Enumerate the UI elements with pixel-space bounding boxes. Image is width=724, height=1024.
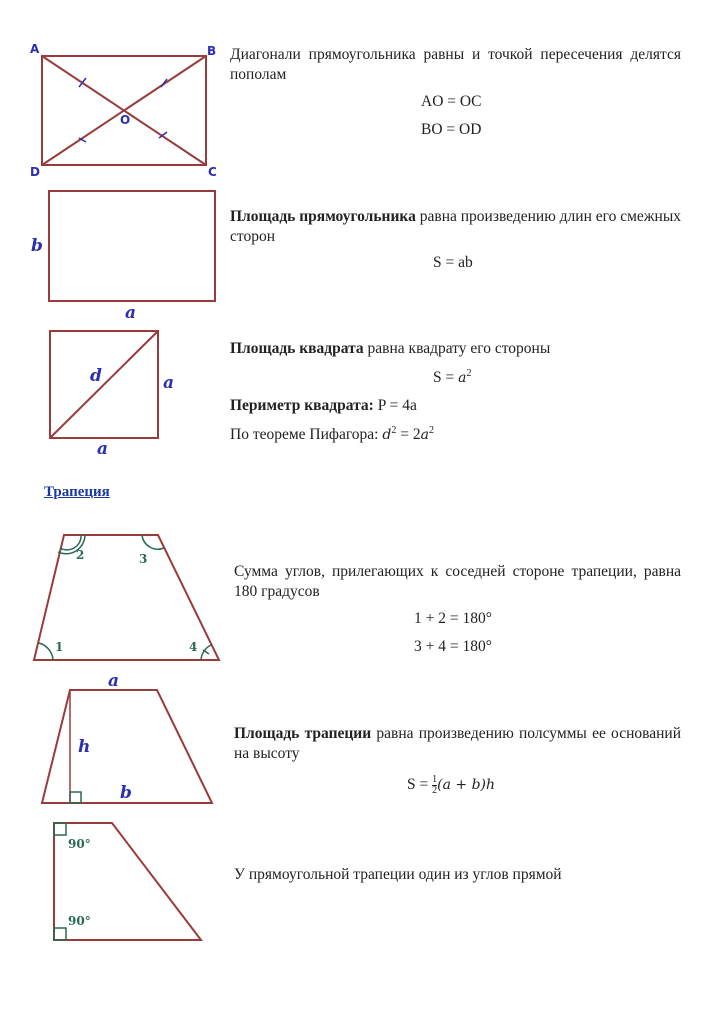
pyth-a: a (420, 427, 429, 444)
label-height-h: h (78, 737, 91, 757)
label-base-a: a (108, 671, 120, 691)
pyth-d: d (382, 427, 392, 444)
label-d-vertex: D (30, 165, 40, 179)
label-90-top: 90° (68, 837, 91, 851)
label-b-vertex: B (207, 44, 217, 58)
square-area-text (230, 340, 550, 358)
square-area-desc: равна квадрату его стороны (363, 340, 551, 357)
trapezoid-area-desc: равна произведению полсуммы ее оснований на высоту (234, 725, 681, 762)
rect-area-text (230, 207, 681, 247)
label-a-vertex: A (30, 42, 40, 56)
perimeter-term: Периметр квадрата: (230, 397, 374, 414)
label-square-side-right: a (163, 373, 175, 393)
label-base-b: b (120, 783, 132, 803)
label-o-center: O (120, 113, 131, 127)
formula-s-ab: S = ab (433, 254, 473, 271)
numerator: 1 (432, 774, 438, 785)
right-trapezoid-text: У прямоугольной трапеции один из углов прямой (234, 866, 562, 883)
formula-prefix: S = (433, 369, 459, 387)
label-angle-4: 4 (189, 640, 198, 654)
pythagoras-text (230, 425, 434, 444)
formula-rest: (a + b)h (437, 777, 496, 794)
right-angle-mark (70, 792, 81, 803)
denominator: 2 (432, 785, 438, 796)
label-angle-2: 2 (76, 548, 85, 562)
pyth-exp-d: 2 (391, 425, 397, 436)
label-angle-1: 1 (55, 640, 64, 654)
formula-exp: 2 (466, 368, 472, 379)
label-side-a: a (125, 303, 137, 323)
pyth-prefix: По теореме Пифагора: (230, 426, 383, 444)
rect-area-desc: равна произведению длин его смежных сторон (230, 208, 681, 245)
rectangle-area-figure (49, 191, 215, 301)
pyth-mid: = 2 (396, 426, 421, 444)
formula-angles-3-4: 3 + 4 = 180° (414, 638, 492, 655)
pyth-exp-a: 2 (428, 425, 434, 436)
square-perimeter (230, 397, 417, 415)
rect-diagonals-text: Диагонали прямоугольника равны и точкой пересечения делятся пополам (230, 46, 681, 83)
label-square-diagonal: d (90, 366, 102, 386)
formula-ao-oc: AO = OC (421, 93, 482, 110)
formula-bo-od: BO = OD (421, 121, 482, 138)
formula-square-area (433, 368, 471, 387)
formula-angles-1-2: 1 + 2 = 180° (414, 610, 492, 627)
label-90-bottom: 90° (68, 914, 91, 928)
label-side-b: b (31, 236, 43, 256)
formula-var: a (458, 370, 467, 387)
formula-prefix: S = (407, 776, 433, 794)
formula-trapezoid-area (407, 775, 495, 796)
square-diagonal (50, 331, 158, 438)
rect-area-term: Площадь прямоугольника (230, 208, 416, 225)
trapezoid-area-text (234, 724, 681, 764)
label-c-vertex: C (208, 165, 217, 179)
trapezoid-area-term: Площадь трапеции (234, 725, 372, 742)
perimeter-formula: P = 4a (373, 397, 417, 414)
label-angle-3: 3 (139, 552, 148, 566)
square-area-term: Площадь квадрата (230, 340, 364, 357)
trapezoid-angles-text: Сумма углов, прилегающих к соседней стороне трапеции, равна 180 градусов (234, 563, 681, 600)
label-square-side-bottom: a (97, 439, 109, 459)
trapezoid-heading-link[interactable]: Трапеция (44, 484, 110, 500)
